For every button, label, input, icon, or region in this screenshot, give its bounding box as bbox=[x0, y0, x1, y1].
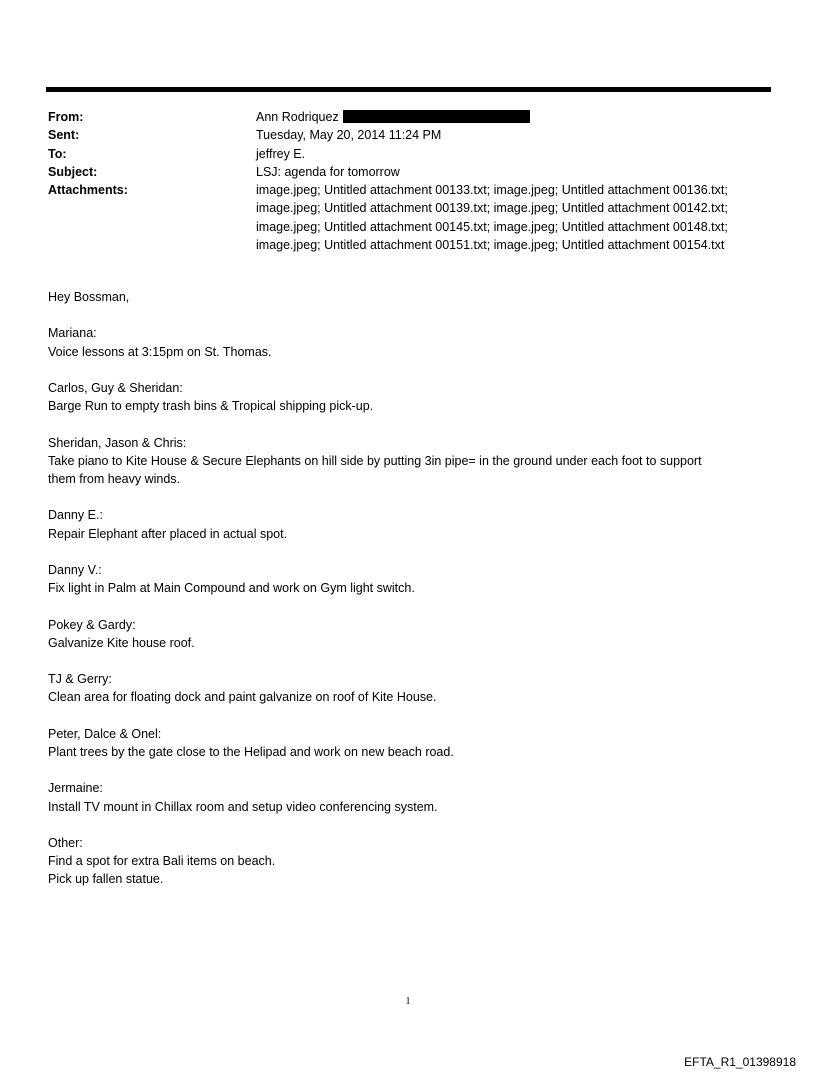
attachment-line: image.jpeg; Untitled attachment 00133.txt; image.jpeg; Untitled attachment 00136.txt; bbox=[256, 183, 728, 198]
greeting: Hey Bossman, bbox=[48, 290, 130, 304]
agenda-section bbox=[48, 434, 778, 489]
section-heading: Other: bbox=[48, 835, 83, 850]
attachments-value bbox=[256, 181, 778, 254]
attachment-line: image.jpeg; Untitled attachment 00145.txt; image.jpeg; Untitled attachment 00148.txt; bbox=[256, 219, 728, 234]
document-id: EFTA_R1_01398918 bbox=[684, 1055, 796, 1069]
agenda-section bbox=[48, 725, 778, 761]
agenda-section bbox=[48, 506, 778, 542]
section-heading: Carlos, Guy & Sheridan: bbox=[48, 380, 183, 395]
section-line: them from heavy winds. bbox=[48, 471, 180, 486]
agenda-section bbox=[48, 324, 778, 360]
section-line: Clean area for floating dock and paint galvanize on roof of Kite House. bbox=[48, 690, 437, 705]
section-line: Fix light in Palm at Main Compound and work on Gym light switch. bbox=[48, 581, 415, 596]
section-heading: Mariana: bbox=[48, 326, 97, 341]
agenda-section bbox=[48, 779, 778, 815]
attachment-line: image.jpeg; Untitled attachment 00151.txt; image.jpeg; Untitled attachment 00154.txt bbox=[256, 238, 725, 253]
to-value: jeffrey E. bbox=[256, 146, 306, 161]
section-heading: Pokey & Gardy: bbox=[48, 617, 136, 632]
section-heading: Danny V.: bbox=[48, 562, 102, 577]
from-label: From: bbox=[48, 110, 84, 124]
attachments-row bbox=[48, 181, 778, 254]
section-line: Pick up fallen statue. bbox=[48, 872, 164, 887]
section-heading: Sheridan, Jason & Chris: bbox=[48, 435, 187, 450]
section-line: Repair Elephant after placed in actual spot. bbox=[48, 526, 288, 541]
section-heading: Jermaine: bbox=[48, 781, 103, 796]
header-divider-rule bbox=[46, 87, 771, 92]
section-line: Barge Run to empty trash bins & Tropical shipping pick-up. bbox=[48, 399, 374, 414]
subject-label: Subject: bbox=[48, 164, 98, 179]
sent-row bbox=[48, 126, 778, 144]
to-label: To: bbox=[48, 146, 67, 161]
agenda-section bbox=[48, 379, 778, 415]
section-line: Install TV mount in Chillax room and setup video conferencing system. bbox=[48, 799, 438, 814]
section-heading: Peter, Dalce & Onel: bbox=[48, 726, 162, 741]
email-header bbox=[48, 108, 778, 254]
attachments-label: Attachments: bbox=[48, 183, 128, 198]
from-row bbox=[48, 108, 778, 126]
agenda-section bbox=[48, 834, 778, 889]
email-body bbox=[48, 288, 778, 907]
attachment-line: image.jpeg; Untitled attachment 00139.txt; image.jpeg; Untitled attachment 00142.txt; bbox=[256, 201, 728, 216]
section-line: Galvanize Kite house roof. bbox=[48, 635, 195, 650]
section-heading: TJ & Gerry: bbox=[48, 672, 112, 687]
subject-value: LSJ: agenda for tomorrow bbox=[256, 164, 400, 179]
section-heading: Danny E.: bbox=[48, 508, 103, 523]
agenda-section bbox=[48, 561, 778, 597]
from-value: Ann Rodriquez bbox=[256, 110, 339, 124]
page-number: 1 bbox=[405, 996, 411, 1007]
from-value-wrap bbox=[256, 108, 778, 126]
section-line: Voice lessons at 3:15pm on St. Thomas. bbox=[48, 344, 272, 359]
subject-row bbox=[48, 163, 778, 181]
section-line: Take piano to Kite House & Secure Elephants on hill side by putting 3in pipe= in the ground under each foot to support bbox=[48, 453, 702, 468]
section-line: Plant trees by the gate close to the Helipad and work on new beach road. bbox=[48, 744, 454, 759]
sent-value: Tuesday, May 20, 2014 11:24 PM bbox=[256, 128, 442, 143]
section-line: Find a spot for extra Bali items on beach. bbox=[48, 854, 276, 869]
agenda-section bbox=[48, 616, 778, 652]
sent-label: Sent: bbox=[48, 128, 80, 143]
to-row bbox=[48, 145, 778, 163]
redaction-bar bbox=[343, 110, 530, 123]
agenda-section bbox=[48, 670, 778, 706]
